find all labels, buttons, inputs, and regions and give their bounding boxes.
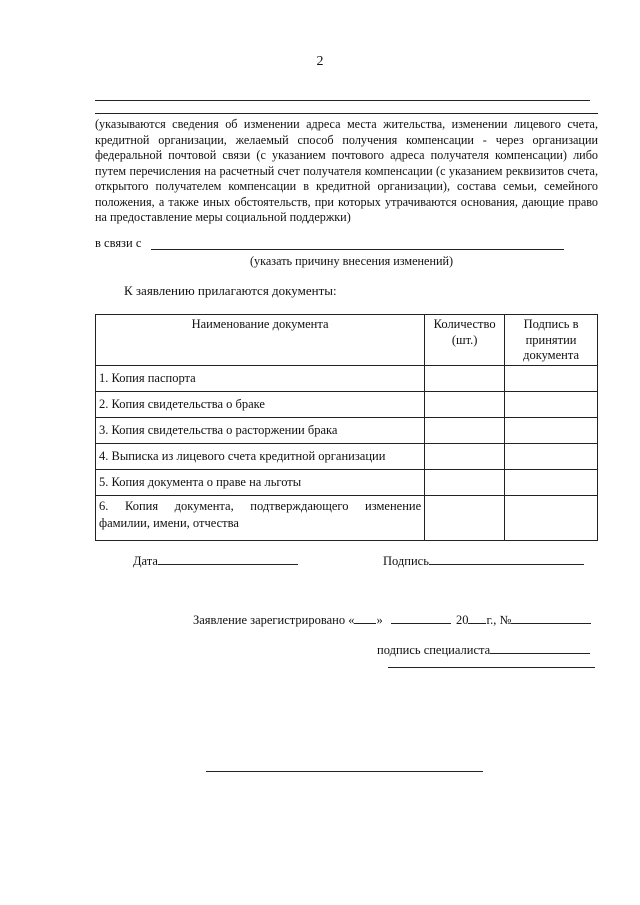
signature-cell[interactable] [505, 366, 598, 392]
table-row [96, 470, 598, 496]
registration-year-prefix: 20 [455, 613, 469, 627]
specialist-signature-field [377, 641, 590, 658]
date-input-line[interactable] [158, 552, 298, 565]
registration-year-line[interactable] [468, 611, 486, 624]
registration-month-line[interactable] [391, 611, 451, 624]
change-instructions-note: (указываются сведения об изменении адреса места жительства, изменении лицевого счета, кредитной организации, желаемый способ получения компенсации - через организации федеральной почтовой связи (с указанием почтового адреса получателя компенсации) либо путем перечисления на расчетный счет получателя компенсации (с указанием реквизитов счета, открытого получателем компенсации в кредитной организации), состава семьи, семейного положения, а также иных обстоятельств, при которых утрачиваются основания, дающие право на предоставление меры социальной поддержки) [95, 117, 598, 224]
signature-cell[interactable] [505, 392, 598, 418]
document-name-cell: 1. Копия паспорта [96, 366, 425, 392]
document-name-cell: 3. Копия свидетельства о расторжении брака [96, 418, 425, 444]
specialist-name-line[interactable] [388, 667, 595, 668]
specialist-label: подпись специалиста [377, 643, 491, 657]
signature-cell[interactable] [505, 470, 598, 496]
bottom-signature-line[interactable] [206, 771, 483, 772]
header-quantity: Количество (шт.) [425, 315, 505, 366]
header-document-name: Наименование документа [96, 315, 425, 366]
date-field [133, 552, 298, 569]
reason-label: в связи с [95, 236, 142, 250]
quantity-cell[interactable] [425, 392, 505, 418]
documents-intro: К заявлению прилагаются документы: [124, 283, 337, 298]
signature-cell[interactable] [505, 444, 598, 470]
table-row [96, 366, 598, 392]
quantity-cell[interactable] [425, 444, 505, 470]
registration-line [193, 611, 591, 628]
table-row [96, 444, 598, 470]
date-label: Дата [133, 554, 158, 568]
table-row [96, 418, 598, 444]
table-row [96, 392, 598, 418]
table-row [96, 496, 598, 541]
quantity-cell[interactable] [425, 418, 505, 444]
document-name-cell: 4. Выписка из лицевого счета кредитной организации [96, 444, 425, 470]
table-header-row [96, 315, 598, 366]
document-name-cell: 2. Копия свидетельства о браке [96, 392, 425, 418]
registration-quote-close: » [376, 613, 383, 627]
page-number: 2 [316, 54, 324, 69]
signature-label: Подпись [383, 554, 429, 568]
signature-cell[interactable] [505, 418, 598, 444]
documents-table [95, 314, 598, 541]
quantity-cell[interactable] [425, 470, 505, 496]
signature-cell[interactable] [505, 496, 598, 541]
registration-number-line[interactable] [511, 611, 591, 624]
quantity-cell[interactable] [425, 496, 505, 541]
specialist-signature-line[interactable] [490, 641, 590, 654]
reason-row [95, 236, 141, 251]
change-details-line-1[interactable] [95, 100, 590, 101]
applicant-signature-field [383, 552, 584, 569]
quantity-cell[interactable] [425, 366, 505, 392]
header-signature: Подпись в принятии документа [505, 315, 598, 366]
reason-input-line[interactable] [151, 249, 564, 250]
signature-input-line[interactable] [429, 552, 584, 565]
reason-hint: (указать причину внесения изменений) [250, 254, 454, 268]
change-details-line-2[interactable] [95, 113, 598, 114]
registration-day-line[interactable] [354, 611, 376, 624]
registration-prefix: Заявление зарегистрировано « [193, 613, 355, 627]
registration-number-label: г., № [486, 613, 512, 627]
document-name-cell: 5. Копия документа о праве на льготы [96, 470, 425, 496]
document-name-cell: 6. Копия документа, подтверждающего изменение фамилии, имени, отчества [96, 496, 425, 541]
